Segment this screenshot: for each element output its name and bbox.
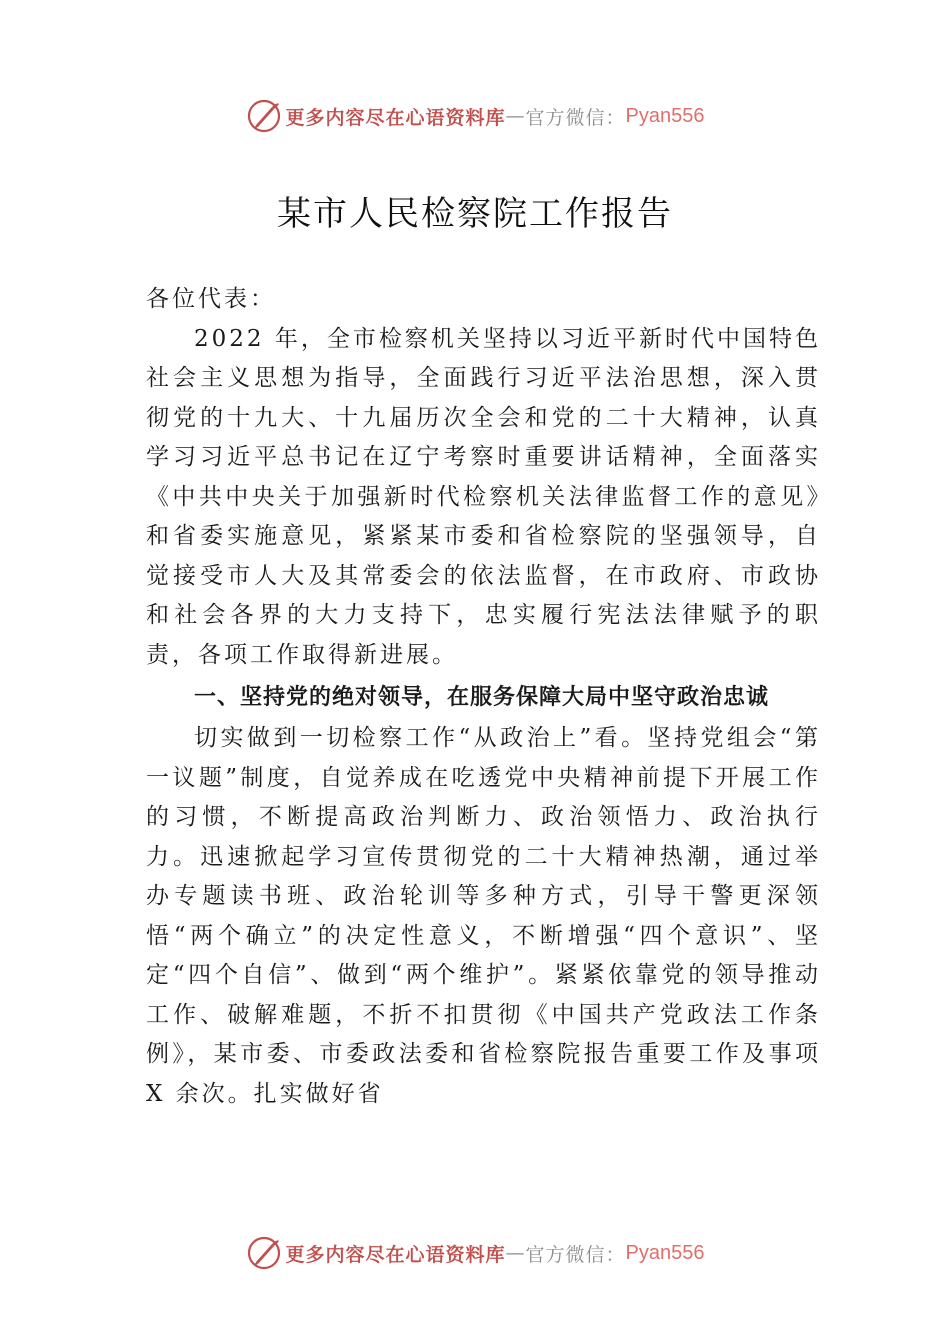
banner-separator: —	[505, 1242, 526, 1264]
banner-main-text: 更多内容尽在心语资料库	[285, 1243, 506, 1266]
header-banner	[0, 96, 950, 136]
document-title: 某市人民检察院工作报告	[277, 194, 673, 234]
footer-banner	[0, 1233, 950, 1273]
intro-paragraph: 2022 年，全市检察机关坚持以习近平新时代中国特色社会主义思想为指导，全面践行习近平法治思想，深入贯彻党的十九大、十九届历次全会和党的二十大精神，认真学习习近平总书记在辽宁考察时重要讲话精神，全面落实《中共中央关于加强新时代检察机关法律监督工作的意见》和省委实施意见，紧紧某市委和省检察院的坚强领导，自觉接受市人大及其常委会的依法监督，在市政府、市政协和社会各界的大力支持下，忠实履行宪法法律赋予的职责，各项工作取得新进展。	[146, 325, 821, 668]
banner-wechat-label: 官方微信：	[525, 1243, 626, 1266]
banner-main-text: 更多内容尽在心语资料库	[285, 106, 506, 129]
banner-wechat-id: Pyan556	[625, 104, 705, 127]
quill-pen-logo-icon	[246, 98, 282, 134]
quill-pen-logo-icon	[246, 1235, 282, 1271]
document-body	[146, 280, 821, 1114]
banner-wechat-id: Pyan556	[625, 1241, 705, 1264]
salutation: 各位代表：	[146, 286, 276, 312]
banner-separator: —	[505, 105, 526, 127]
section-heading: 一、坚持党的绝对领导，在服务保障大局中坚守政治忠诚	[194, 685, 770, 710]
section-body-paragraph: 切实做到一切检察工作“从政治上”看。坚持党组会“第一议题”制度，自觉养成在吃透党中央精神前提下开展工作的习惯，不断提高政治判断力、政治领悟力、政治执行力。迅速掀起学习宣传贯彻党的二十大精神热潮，通过举办专题读书班、政治轮训等多种方式，引导干警更深领悟“两个确立”的决定性意义，不断增强“四个意识”、坚定“四个自信”、做到“两个维护”。紧紧依靠党的领导推动工作、破解难题，不折不扣贯彻《中国共产党政法工作条例》，某市委、市委政法委和省检察院报告重要工作及事项 X 余次。扎实做好省	[146, 725, 821, 1107]
banner-wechat-label: 官方微信：	[525, 106, 626, 129]
